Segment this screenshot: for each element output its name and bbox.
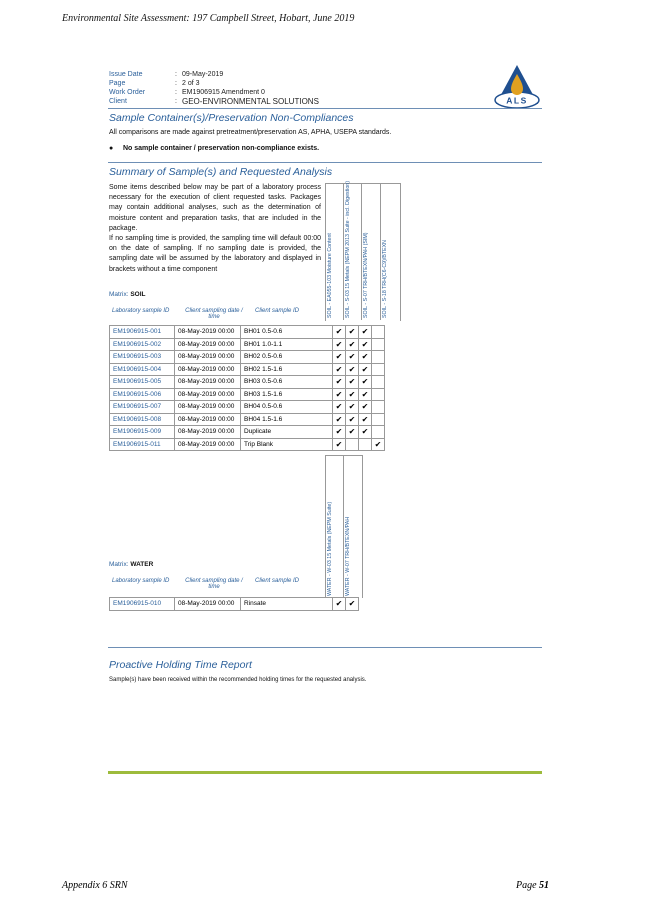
table-row xyxy=(110,598,359,611)
table-row xyxy=(110,363,385,376)
sampling-datetime: 08-May-2019 00:00 xyxy=(175,388,241,401)
analysis-check-cell xyxy=(372,338,385,351)
analysis-check-cell xyxy=(372,351,385,364)
matrix-label-text: Matrix: xyxy=(109,561,131,568)
work-order-value: EM1906915 Amendment 0 xyxy=(182,89,265,96)
page-label: Page xyxy=(109,80,126,87)
meta-work-order xyxy=(109,88,319,97)
analysis-check-cell: ✔ xyxy=(346,388,359,401)
analysis-check-cell: ✔ xyxy=(346,351,359,364)
water-header-date: Client sampling date / time xyxy=(185,578,243,590)
holding-time-note: Sample(s) have been received within the recommended holding times for the requested analysis. xyxy=(109,677,367,683)
soil-samples-table xyxy=(109,325,385,451)
table-row xyxy=(110,338,385,351)
meta-issue-date xyxy=(109,70,319,79)
water-analysis-1: WATER - W-03 15 Metals (NEPM Suite) xyxy=(327,501,333,596)
lab-sample-id: EM1906915-003 xyxy=(110,351,175,364)
soil-header-client-id: Client sample ID xyxy=(255,308,300,314)
page-value: 2 of 3 xyxy=(182,80,200,87)
client-sample-id: Duplicate xyxy=(241,426,333,439)
client-sample-id: BH04 1.5-1.6 xyxy=(241,413,333,426)
summary-paragraph xyxy=(109,183,321,275)
table-row xyxy=(110,426,385,439)
analysis-check-cell: ✔ xyxy=(346,376,359,389)
footer-rule xyxy=(108,771,542,774)
soil-analysis-1: SOIL - EA055-103 Moisture Content xyxy=(327,233,333,318)
analysis-check-cell: ✔ xyxy=(359,338,372,351)
issue-date-value: 09-May-2019 xyxy=(182,71,224,78)
lab-sample-id: EM1906915-002 xyxy=(110,338,175,351)
analysis-check-cell: ✔ xyxy=(359,351,372,364)
analysis-check-cell: ✔ xyxy=(333,598,346,611)
analysis-check-cell: ✔ xyxy=(359,388,372,401)
table-row xyxy=(110,413,385,426)
lab-sample-id: EM1906915-006 xyxy=(110,388,175,401)
lab-sample-id: EM1906915-010 xyxy=(110,598,175,611)
sampling-datetime: 08-May-2019 00:00 xyxy=(175,438,241,451)
client-sample-id: BH02 0.5-0.6 xyxy=(241,351,333,364)
analysis-check-cell: ✔ xyxy=(346,338,359,351)
analysis-check-cell xyxy=(372,326,385,339)
column-divider xyxy=(361,183,362,320)
client-sample-id: BH01 1.0-1.1 xyxy=(241,338,333,351)
water-analysis-2: WATER - W-07 TRH/BTEXN/PAH xyxy=(345,516,351,596)
footer-page-number xyxy=(516,880,549,891)
sampling-datetime: 08-May-2019 00:00 xyxy=(175,413,241,426)
analysis-check-cell: ✔ xyxy=(359,426,372,439)
analysis-check-cell: ✔ xyxy=(359,363,372,376)
divider xyxy=(108,108,542,109)
client-sample-id: BH03 1.5-1.6 xyxy=(241,388,333,401)
client-sample-id: BH03 0.5-0.6 xyxy=(241,376,333,389)
sampling-datetime: 08-May-2019 00:00 xyxy=(175,326,241,339)
sampling-datetime: 08-May-2019 00:00 xyxy=(175,598,241,611)
colon: : xyxy=(175,98,177,105)
sampling-datetime: 08-May-2019 00:00 xyxy=(175,426,241,439)
analysis-check-cell: ✔ xyxy=(346,326,359,339)
water-header-client-id: Client sample ID xyxy=(255,578,300,584)
client-sample-id: BH01 0.5-0.6 xyxy=(241,326,333,339)
table-row xyxy=(110,401,385,414)
report-meta xyxy=(109,70,319,106)
divider xyxy=(108,647,542,648)
lab-sample-id: EM1906915-001 xyxy=(110,326,175,339)
analysis-check-cell: ✔ xyxy=(333,438,346,451)
client-sample-id: Rinsate xyxy=(241,598,333,611)
client-label: Client xyxy=(109,98,127,105)
footer-page-prefix: Page xyxy=(516,880,540,891)
table-row xyxy=(110,376,385,389)
sampling-datetime: 08-May-2019 00:00 xyxy=(175,376,241,389)
analysis-check-cell: ✔ xyxy=(333,376,346,389)
analysis-check-cell: ✔ xyxy=(333,338,346,351)
soil-analysis-2: SOIL - S-03 15 Metals (NEPM 2013 Suite - incl. Digestion) xyxy=(345,181,351,318)
analysis-check-cell: ✔ xyxy=(333,326,346,339)
table-row xyxy=(110,438,385,451)
analysis-check-cell xyxy=(372,376,385,389)
issue-date-label: Issue Date xyxy=(109,71,143,78)
lab-sample-id: EM1906915-008 xyxy=(110,413,175,426)
colon: : xyxy=(175,80,177,87)
colon: : xyxy=(175,71,177,78)
analysis-check-cell xyxy=(372,401,385,414)
analysis-check-cell: ✔ xyxy=(333,401,346,414)
logo-text: ALS xyxy=(506,95,528,106)
client-sample-id: BH04 0.5-0.6 xyxy=(241,401,333,414)
section-title-summary: Summary of Sample(s) and Requested Analysis xyxy=(109,166,333,178)
section-title-noncompliances: Sample Container(s)/Preservation Non-Compliances xyxy=(109,112,354,124)
lab-sample-id: EM1906915-005 xyxy=(110,376,175,389)
soil-analysis-4: SOIL - S-18 TRH(C6-C9)/BTEXN xyxy=(382,240,388,318)
work-order-label: Work Order xyxy=(109,89,146,96)
analysis-check-cell: ✔ xyxy=(346,413,359,426)
analysis-check-cell: ✔ xyxy=(333,426,346,439)
als-logo xyxy=(494,64,540,110)
sampling-datetime: 08-May-2019 00:00 xyxy=(175,351,241,364)
matrix-label-text: Matrix: xyxy=(109,291,131,298)
sampling-datetime: 08-May-2019 00:00 xyxy=(175,401,241,414)
analysis-check-cell: ✔ xyxy=(359,401,372,414)
bullet-icon: ● xyxy=(109,145,114,152)
sampling-datetime: 08-May-2019 00:00 xyxy=(175,338,241,351)
analysis-check-cell: ✔ xyxy=(346,363,359,376)
table-row xyxy=(110,326,385,339)
matrix-value: SOIL xyxy=(130,291,146,298)
divider xyxy=(108,162,542,163)
analysis-check-cell: ✔ xyxy=(346,401,359,414)
analysis-check-cell xyxy=(372,413,385,426)
analysis-check-cell xyxy=(359,438,372,451)
soil-header-lab: Laboratory sample ID xyxy=(112,308,170,314)
bullet-text: No sample container / preservation non-compliance exists. xyxy=(123,145,320,152)
column-divider xyxy=(380,183,381,320)
table-row xyxy=(110,388,385,401)
matrix-soil-label xyxy=(109,291,145,298)
analysis-check-cell: ✔ xyxy=(333,363,346,376)
analysis-check-cell: ✔ xyxy=(346,426,359,439)
column-divider xyxy=(343,183,344,320)
matrix-value: WATER xyxy=(130,561,154,568)
summary-paragraph-1: Some items described below may be part of a laboratory process necessary for the execution of client requested tasks. Packages may contain additional analyses, such as the determination of moisture content and preparation tasks, that are included in the package. xyxy=(109,184,321,232)
analysis-check-cell xyxy=(372,426,385,439)
analysis-check-cell: ✔ xyxy=(333,351,346,364)
analysis-check-cell: ✔ xyxy=(346,598,359,611)
analysis-check-cell xyxy=(372,363,385,376)
water-header-lab: Laboratory sample ID xyxy=(112,578,170,584)
client-sample-id: BH02 1.5-1.6 xyxy=(241,363,333,376)
section-title-holding-time: Proactive Holding Time Report xyxy=(109,659,252,671)
summary-paragraph-2: If no sampling time is provided, the sampling time will default 00:00 on the date of sampling. If no sampling date is provided, the sampling date will be assumed by the laboratory and displayed in brackets without a time component xyxy=(109,235,321,273)
soil-analysis-3: SOIL - S-07 TRH/BTEXN/PAH (SIM) xyxy=(363,232,369,318)
page-header: Environmental Site Assessment: 197 Campbell Street, Hobart, June 2019 xyxy=(62,13,355,24)
meta-page xyxy=(109,79,319,88)
analysis-check-cell: ✔ xyxy=(359,413,372,426)
noncompliance-bullet xyxy=(109,145,319,152)
meta-client xyxy=(109,97,319,106)
lab-sample-id: EM1906915-007 xyxy=(110,401,175,414)
footer-page-num: 51 xyxy=(539,880,550,891)
analysis-check-cell: ✔ xyxy=(333,388,346,401)
lab-sample-id: EM1906915-004 xyxy=(110,363,175,376)
soil-header-date: Client sampling date / time xyxy=(185,308,243,320)
client-sample-id: Trip Blank xyxy=(241,438,333,451)
lab-sample-id: EM1906915-011 xyxy=(110,438,175,451)
analysis-check-cell xyxy=(346,438,359,451)
analysis-check-cell: ✔ xyxy=(359,376,372,389)
analysis-check-cell xyxy=(372,388,385,401)
matrix-water-label xyxy=(109,561,153,568)
footer-appendix: Appendix 6 SRN xyxy=(62,880,128,891)
table-row xyxy=(110,351,385,364)
analysis-check-cell: ✔ xyxy=(359,326,372,339)
water-samples-table xyxy=(109,597,359,611)
client-value: GEO-ENVIRONMENTAL SOLUTIONS xyxy=(182,97,319,106)
column-divider xyxy=(343,455,344,597)
colon: : xyxy=(175,89,177,96)
analysis-check-cell: ✔ xyxy=(372,438,385,451)
lab-sample-id: EM1906915-009 xyxy=(110,426,175,439)
sampling-datetime: 08-May-2019 00:00 xyxy=(175,363,241,376)
analysis-check-cell: ✔ xyxy=(333,413,346,426)
standards-note: All comparisons are made against pretreatment/preservation AS, APHA, USEPA standards. xyxy=(109,129,392,136)
